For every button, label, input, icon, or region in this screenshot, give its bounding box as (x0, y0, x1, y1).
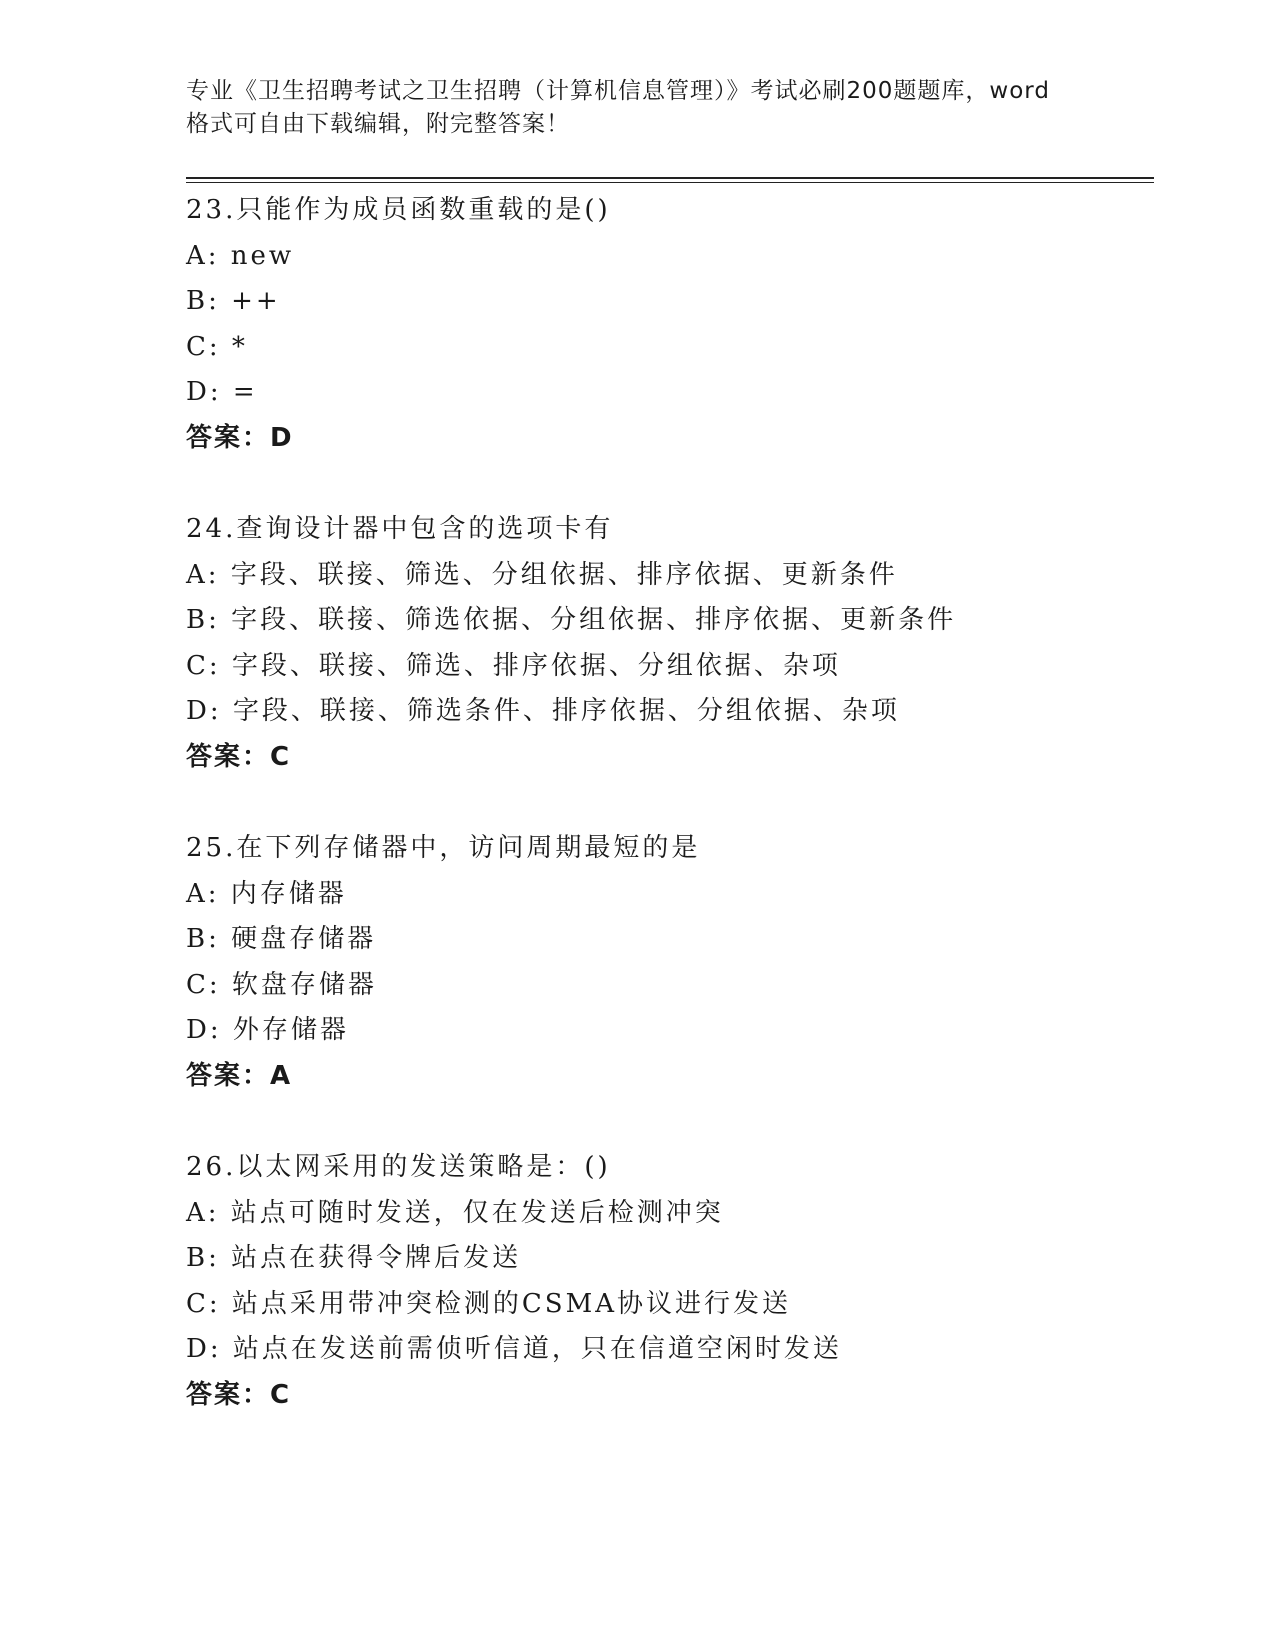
option-a: A: 站点可随时发送，仅在发送后检测冲突 (186, 1197, 724, 1228)
question-stem: 23.只能作为成员函数重载的是() (186, 195, 611, 225)
option-c: C: 站点采用带冲突检测的CSMA协议进行发送 (186, 1288, 792, 1319)
question-stem: 25.在下列存储器中，访问周期最短的是 (186, 833, 701, 863)
document-header (186, 75, 1086, 141)
option-c: C: 软盘存储器 (186, 969, 377, 1000)
option-b: B: 硬盘存储器 (186, 924, 377, 954)
option-c: C: 字段、联接、筛选、排序依据、分组依据、杂项 (186, 650, 841, 681)
option-c: C: * (186, 331, 248, 362)
option-b: B: ++ (186, 286, 281, 316)
document-page (186, 0, 1146, 1650)
option-b: B: 站点在获得令牌后发送 (186, 1243, 522, 1273)
question-24 (186, 507, 1146, 826)
option-d: D: 外存储器 (186, 1015, 349, 1045)
header-divider-thin (186, 182, 1154, 183)
header-title-line-2: 格式可自由下载编辑，附完整答案！ (186, 111, 570, 137)
answer-label: 答案：A (186, 1060, 293, 1091)
question-26 (186, 1145, 1146, 1464)
answer-label: 答案：C (186, 1379, 292, 1410)
question-25 (186, 826, 1146, 1145)
option-a: A: 内存储器 (186, 878, 347, 909)
question-stem: 26.以太网采用的发送策略是：() (186, 1152, 611, 1182)
option-b: B: 字段、联接、筛选依据、分组依据、排序依据、更新条件 (186, 605, 957, 635)
option-d: D: = (186, 377, 258, 407)
option-d: D: 站点在发送前需侦听信道，只在信道空闲时发送 (186, 1334, 842, 1364)
answer-label: 答案：C (186, 741, 292, 772)
option-a: A: 字段、联接、筛选、分组依据、排序依据、更新条件 (186, 559, 898, 590)
question-23 (186, 188, 1146, 507)
option-d: D: 字段、联接、筛选条件、排序依据、分组依据、杂项 (186, 696, 900, 726)
answer-label: 答案：D (186, 422, 294, 453)
question-stem: 24.查询设计器中包含的选项卡有 (186, 514, 614, 544)
header-divider (186, 177, 1154, 179)
option-a: A: new (186, 240, 295, 271)
header-title-line-1: 专业《卫生招聘考试之卫生招聘（计算机信息管理）》考试必刷200题题库，word (186, 78, 1050, 104)
question-list (186, 188, 1146, 1464)
